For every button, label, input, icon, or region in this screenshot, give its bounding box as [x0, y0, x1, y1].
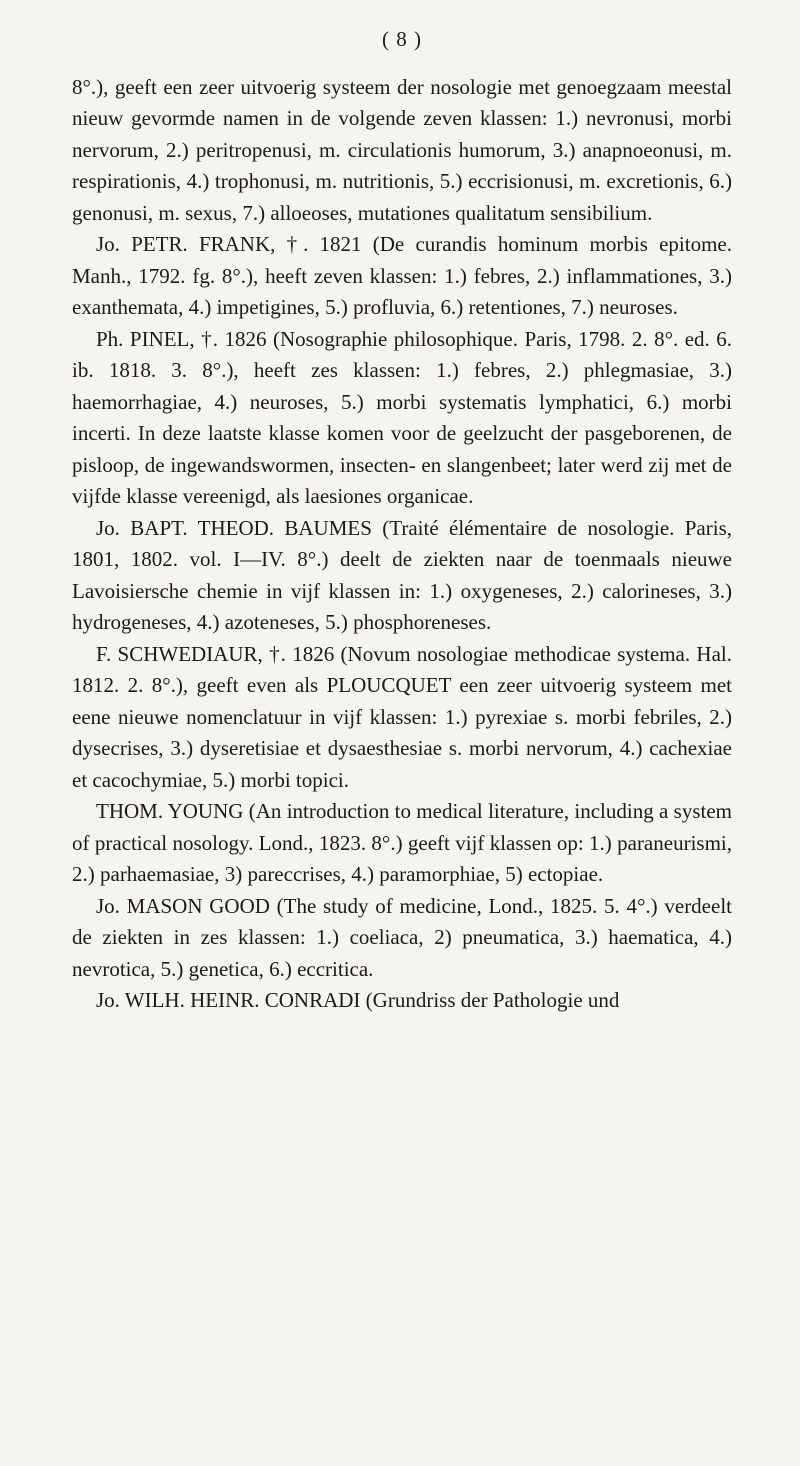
- book-page: [72, 24, 732, 1017]
- page-number: ( 8 ): [382, 27, 422, 51]
- paragraph-mason-good: Jo. MASON GOOD (The study of medicine, Lond., 1825. 5. 4°.) verdeelt de ziekten in zes klassen: 1.) coeliaca, 2) pneumatica, 3.) haematica, 4.) nevrotica, 5.) genetica, 6.) eccritica.: [72, 893, 732, 981]
- paragraph-baumes: Jo. BAPT. THEOD. BAUMES (Traité élémentaire de nosologie. Paris, 1801, 1802. vol. I—IV. 8°.) deelt de ziekten naar de toenmaals nieuwe Lavoisiersche chemie in vijf klassen in: 1.) oxygeneses, 2.) calorineses, 3.) hydrogeneses, 4.) azoteneses, 5.) phosphoreneses.: [72, 515, 732, 634]
- paragraph-young: THOM. YOUNG (An introduction to medical literature, including a system of practical nosology. Lond., 1823. 8°.) geeft vijf klassen op: 1.) paraneurismi, 2.) parhaemasiae, 3) pareccrises, 4.) paramorphiae, 5) ectopiae.: [72, 799, 732, 886]
- paragraph-frank: Jo. PETR. FRANK, †. 1821 (De curandis hominum morbis epitome. Manh., 1792. fg. 8°.), heeft zeven klassen: 1.) febres, 2.) inflammationes, 3.) exanthemata, 4.) impetigines, 5.) profluvia, 6.) retentiones, 7.) neuroses.: [72, 232, 732, 319]
- paragraph-conradi: Jo. WILH. HEINR. CONRADI (Grundriss der Pathologie und: [96, 988, 620, 1012]
- paragraph-schwediaur: F. SCHWEDIAUR, †. 1826 (Novum nosologiae methodicae systema. Hal. 1812. 2. 8°.), geeft even als PLOUCQUET een zeer uitvoerig systeem met eene nieuwe nomenclatuur in vijf klassen: 1.) pyrexiae s. morbi febriles, 2.) dysecrises, 3.) dyseretisiae et dysaesthesiae s. morbi nervorum, 4.) cachexiae et cacochymiae, 5.) morbi topici.: [72, 641, 732, 792]
- paragraph-continued-nosology: 8°.), geeft een zeer uitvoerig systeem der nosologie met genoegzaam meestal nieuw gevormde namen in de volgende zeven klassen: 1.) nevronusi, morbi nervorum, 2.) peritropenusi, m. circulationis humorum, 3.) anapnoeonusi, m. respirationis, 4.) trophonusi, m. nutritionis, 5.) eccrisionusi, m. excretionis, 6.) genonusi, m. sexus, 7.) alloeoses, mutationes qualitatum sensibilium.: [72, 74, 732, 225]
- paragraph-pinel: Ph. PINEL, †. 1826 (Nosographie philosophique. Paris, 1798. 2. 8°. ed. 6. ib. 1818. 3. 8°.), heeft zes klassen: 1.) febres, 2.) phlegmasiae, 3.) haemorrhagiae, 4.) neuroses, 5.) morbi systematis lymphatici, 6.) morbi incerti. In deze laatste klasse komen voor de geelzucht der pasgeborenen, de pisloop, de ingewandswormen, insecten- en slangenbeet; later werd zij met de vijfde klasse vereenigd, als laesiones organicae.: [72, 326, 732, 508]
